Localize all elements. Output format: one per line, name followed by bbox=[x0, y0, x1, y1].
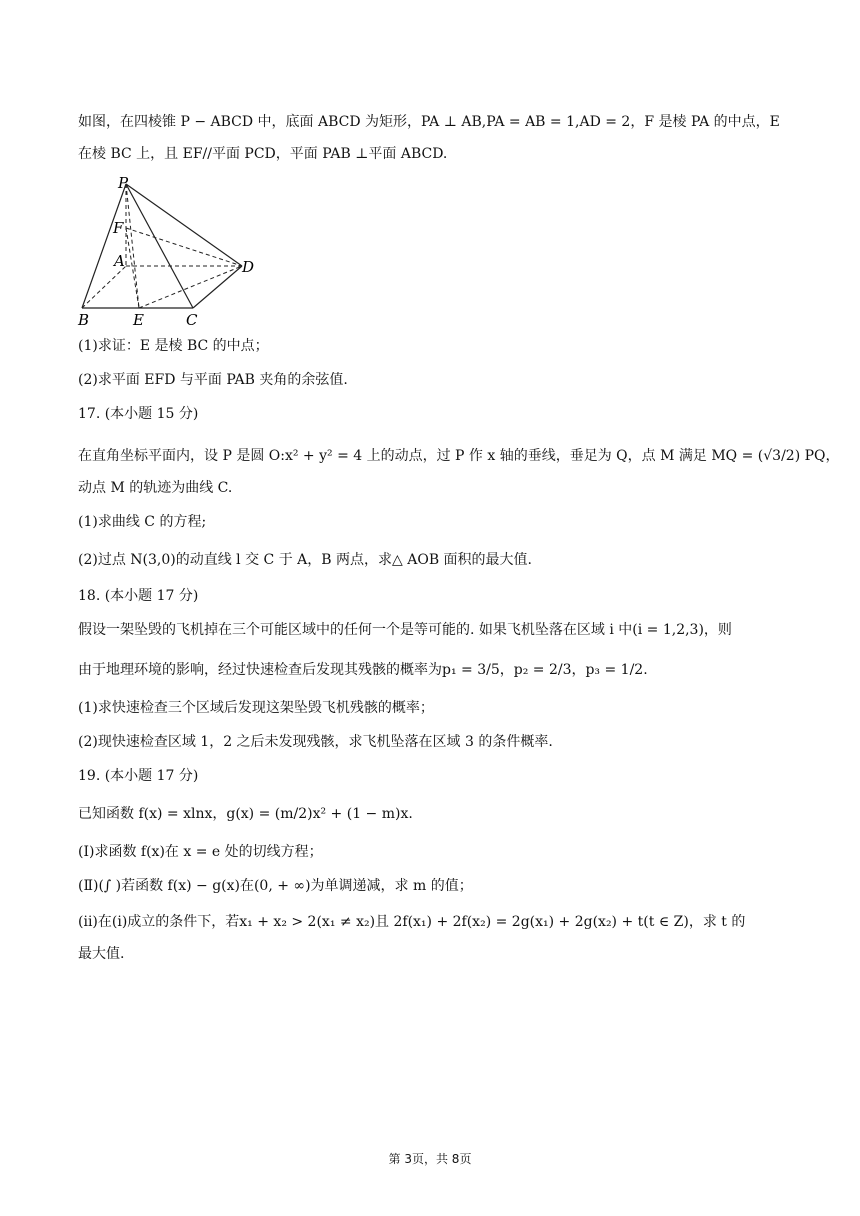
edge-cd bbox=[193, 266, 242, 308]
p19-heading: 19. (本小题 17 分) bbox=[78, 768, 199, 784]
label-d: D bbox=[242, 258, 255, 276]
label-a: A bbox=[114, 252, 125, 270]
p19-question2: (Ⅱ)(∫ )若函数 f(x) − g(x)在(0, + ∞)为单调递减，求 m 的值； bbox=[78, 878, 473, 894]
p19-question1: (Ⅰ)求函数 f(x)在 x = e 处的切线方程； bbox=[78, 844, 323, 860]
p16-question1: (1)求证：E 是棱 BC 的中点； bbox=[78, 338, 269, 354]
edge-ed bbox=[139, 266, 242, 308]
p19-question3-line1: (ⅱ)在(ⅰ)成立的条件下，若x₁ + x₂ > 2(x₁ ≠ x₂)且 2f(x₁) + 2f(x₂) = 2g(x₁) + 2g(x₂) + t(t ∈ Z)，求 t 的 bbox=[78, 914, 746, 930]
edge-ba bbox=[82, 266, 126, 308]
edge-fd bbox=[126, 228, 242, 266]
edge-pb bbox=[82, 184, 126, 308]
p18-line1: 假设一架坠毁的飞机掉在三个可能区域中的任何一个是等可能的. 如果飞机坠落在区域 i 中(i = 1,2,3)，则 bbox=[78, 622, 732, 638]
edge-pd bbox=[126, 184, 242, 266]
p16-question2: (2)求平面 EFD 与平面 PAB 夹角的余弦值. bbox=[78, 372, 348, 388]
p18-line2: 由于地理环境的影响，经过快速检查后发现其残骸的概率为p₁ = 3/5，p₂ = 2/3，p₃ = 1/2. bbox=[78, 662, 648, 678]
label-f: F bbox=[113, 219, 124, 237]
label-b: B bbox=[78, 311, 90, 329]
p18-heading: 18. (本小题 17 分) bbox=[78, 588, 199, 604]
p18-question1: (1)求快速检查三个区域后发现这架坠毁飞机残骸的概率； bbox=[78, 700, 434, 716]
p17-question1: (1)求曲线 C 的方程; bbox=[78, 514, 207, 530]
p16-intro-line2: 在棱 BC 上，且 EF//平面 PCD，平面 PAB ⊥平面 ABCD. bbox=[78, 146, 448, 162]
p19-line1: 已知函数 f(x) = xlnx，g(x) = (m/2)x² + (1 − m)x. bbox=[78, 806, 413, 822]
p17-line2: 动点 M 的轨迹为曲线 C. bbox=[78, 480, 233, 496]
edge-pe bbox=[126, 184, 139, 308]
p17-heading: 17. (本小题 15 分) bbox=[78, 406, 199, 422]
p19-question3-line2: 最大值. bbox=[78, 946, 125, 962]
p16-intro-line1: 如图，在四棱锥 P − ABCD 中，底面 ABCD 为矩形，PA ⊥ AB,PA = AB = 1,AD = 2，F 是棱 PA 的中点，E bbox=[78, 114, 780, 130]
pyramid-figure bbox=[72, 172, 272, 332]
edge-pc bbox=[126, 184, 193, 308]
p17-line1: 在直角坐标平面内，设 P 是圆 O:x² + y² = 4 上的动点，过 P 作 x 轴的垂线，垂足为 Q，点 M 满足 MQ = (√3/2) PQ， bbox=[78, 448, 840, 464]
p17-question2: (2)过点 N(3,0)的动直线 l 交 C 于 A，B 两点，求△ AOB 面积的最大值. bbox=[78, 552, 533, 568]
label-p: P bbox=[118, 174, 129, 192]
edge-fe bbox=[126, 228, 139, 308]
label-c: C bbox=[186, 311, 198, 329]
p18-question2: (2)现快速检查区域 1，2 之后未发现残骸，求飞机坠落在区域 3 的条件概率. bbox=[78, 734, 553, 750]
page-footer: 第 3页，共 8页 bbox=[388, 1152, 472, 1166]
label-e: E bbox=[133, 311, 144, 329]
